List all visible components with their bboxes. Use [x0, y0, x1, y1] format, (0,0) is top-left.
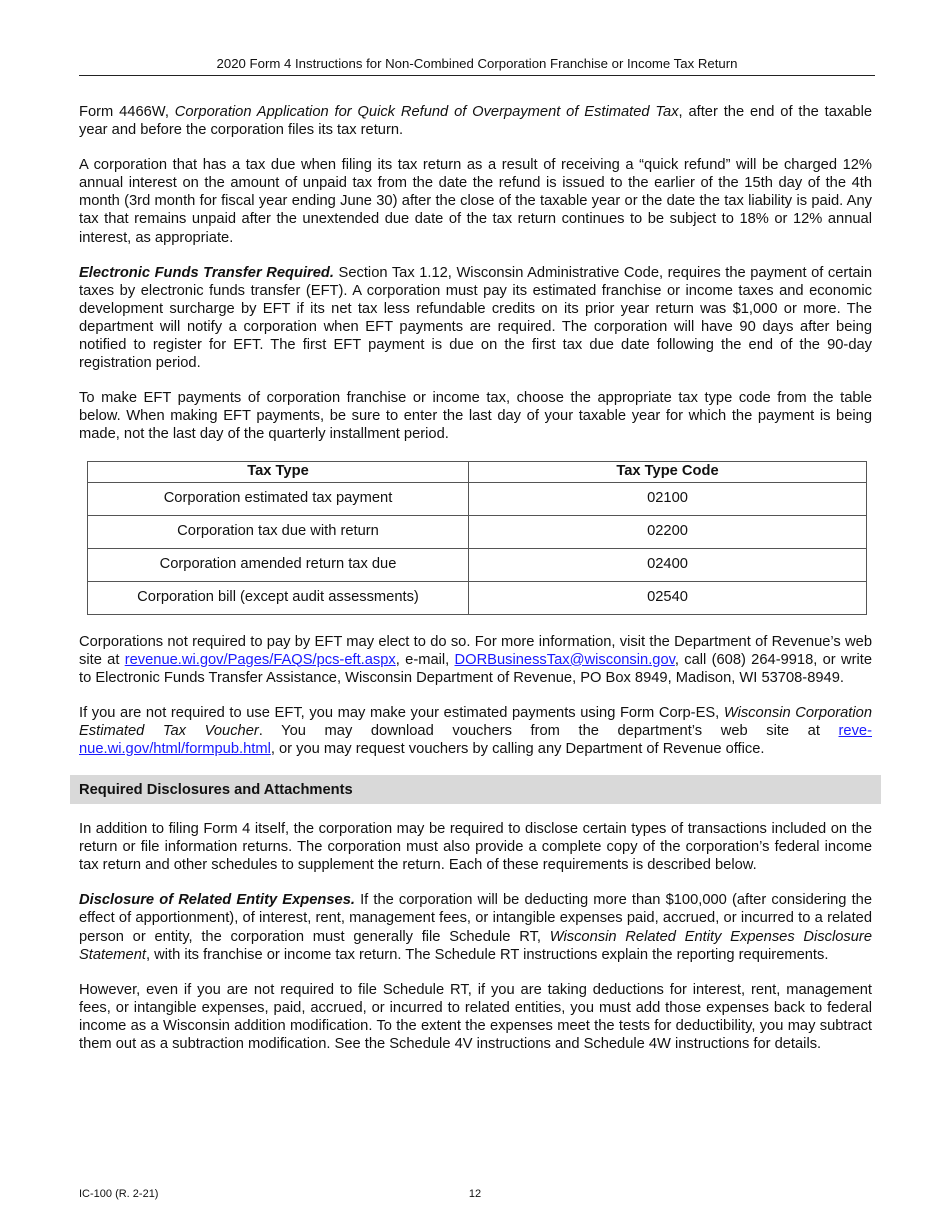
tax-type-cell: Corporation bill (except audit assessments)	[88, 581, 469, 614]
table-row	[88, 515, 867, 548]
column-header-tax-type-code: Tax Type Code	[469, 461, 867, 482]
paragraph-quick-refund-interest: A corporation that has a tax due when filing its tax return as a result of receiving a “quick refund” will be charged 12% annual interest on the amount of unpaid tax from the date the refund is issued to the earlier of the 15th day of the 4th month (3rd month for fiscal year ending June 30) after the close of the taxable year or the date the tax liability is paid. Any tax that remains unpaid after the unextended due date of the tax return continues to be subject to 18% or 12% annual interest, as appropriate.	[79, 157, 872, 246]
table-row	[88, 581, 867, 614]
formpub-link[interactable]: revenue.wi.gov/html/formpub.html	[79, 722, 872, 757]
tax-type-code-table	[87, 461, 867, 615]
tax-type-code-cell: 02200	[469, 515, 867, 548]
paragraph-eft-required: Electronic Funds Transfer Required. Section Tax 1.12, Wisconsin Administrative Code, requires the payment of certain taxes by electronic funds transfer (EFT). A corporation must pay its estimated franchise or income taxes and economic development surcharge by EFT if its net tax less refundable credits on its prior year return was $1,000 or more. The department will notify a corporation when EFT payments are required. The corporation will have 90 days after being notified to register for EFT. The first EFT payment is due on the first tax due date following the end of the 90-day registration period.	[79, 264, 872, 372]
tax-type-cell: Corporation tax due with return	[88, 515, 469, 548]
column-header-tax-type: Tax Type	[88, 461, 469, 482]
header-divider	[79, 75, 875, 76]
tax-type-cell: Corporation amended return tax due	[88, 548, 469, 581]
table-header-row	[88, 461, 867, 482]
paragraph-quick-refund-form: Form 4466W, Corporation Application for Quick Refund of Overpayment of Estimated Tax, after the end of the taxable year and before the corporation files its tax return.	[79, 104, 873, 139]
eft-faq-link[interactable]: revenue.wi.gov/Pages/FAQS/pcs-eft.aspx	[124, 651, 396, 668]
tax-type-code-cell: 02400	[469, 548, 867, 581]
business-tax-email-link[interactable]: DORBusinessTax@wisconsin.gov	[454, 651, 675, 668]
tax-type-cell: Corporation estimated tax payment	[88, 482, 469, 515]
eft-required-heading: Electronic Funds Transfer Required.	[79, 264, 334, 281]
page-content	[79, 103, 872, 1070]
paragraph-eft-instructions: To make EFT payments of corporation franchise or income tax, choose the appropriate tax type code from the table below. When making EFT payments, be sure to enter the last day of your taxable year for which the payment is being made, not the last day of the quarterly installment period.	[79, 390, 872, 443]
footer-page-number: 12	[468, 1188, 482, 1200]
paragraph-addition-modification: However, even if you are not required to file Schedule RT, if you are taking deductions for interest, rent, management fees, or intangible expenses, paid, accrued, or incurred to related entities, you must add those expenses back to federal income as a Wisconsin addition modification. To the extent the expenses meet the tests for deductibility, you may subtract them out as a subtraction modification. See the Schedule 4V instructions and Schedule 4W instructions for details.	[79, 981, 872, 1052]
table-row	[88, 548, 867, 581]
related-entity-heading: Disclosure of Related Entity Expenses.	[79, 892, 355, 909]
tax-type-code-cell: 02540	[469, 581, 867, 614]
paragraph-related-entity-expenses: Disclosure of Related Entity Expenses. If the corporation will be deducting more than $100,000 (after considering the effect of apportionment), of interest, rent, management fees, or intangible expenses paid, accrued, or incurred to a related person or entity, the corporation must generally file Schedule RT, Wisconsin Related Entity Expenses Disclosure Statement, with its franchise or income tax return. The Schedule RT instructions explain the reporting requirements.	[79, 892, 872, 963]
tax-type-code-cell: 02100	[469, 482, 867, 515]
table-row	[88, 482, 867, 515]
paragraph-eft-contact: Corporations not required to pay by EFT may elect to do so. For more information, visit the Department of Revenue’s web site at revenue.wi.gov/Pages/FAQS/pcs-eft.aspx, e-mail, DORBusinessTax@wisconsin.gov, call (608) 264-9918, or write to Electronic Funds Transfer Assistance, Wisconsin Department of Revenue, PO Box 8949, Madison, WI 53708-8949.	[79, 633, 873, 686]
paragraph-disclosures-intro: In addition to filing Form 4 itself, the corporation may be required to disclose certain types of transactions included on the return or file information returns. The corporation must also provide a complete copy of the corporation’s federal income tax return and other schedules to supplement the return. Each of these requirements is described below.	[79, 821, 872, 874]
section-heading-required-disclosures: Required Disclosures and Attachments	[70, 775, 881, 804]
footer-form-id: IC-100 (R. 2-21)	[79, 1188, 159, 1200]
page-header-title: 2020 Form 4 Instructions for Non-Combined Corporation Franchise or Income Tax Return	[216, 56, 738, 71]
paragraph-estimated-voucher: If you are not required to use EFT, you may make your estimated payments using Form Corp-ES, Wisconsin Corporation Estimated Tax Voucher. You may download vouchers from the department’s web site at revenue.wi.gov/html/formpub.html, or you may request vouchers by calling any Department of Revenue office.	[79, 704, 872, 757]
